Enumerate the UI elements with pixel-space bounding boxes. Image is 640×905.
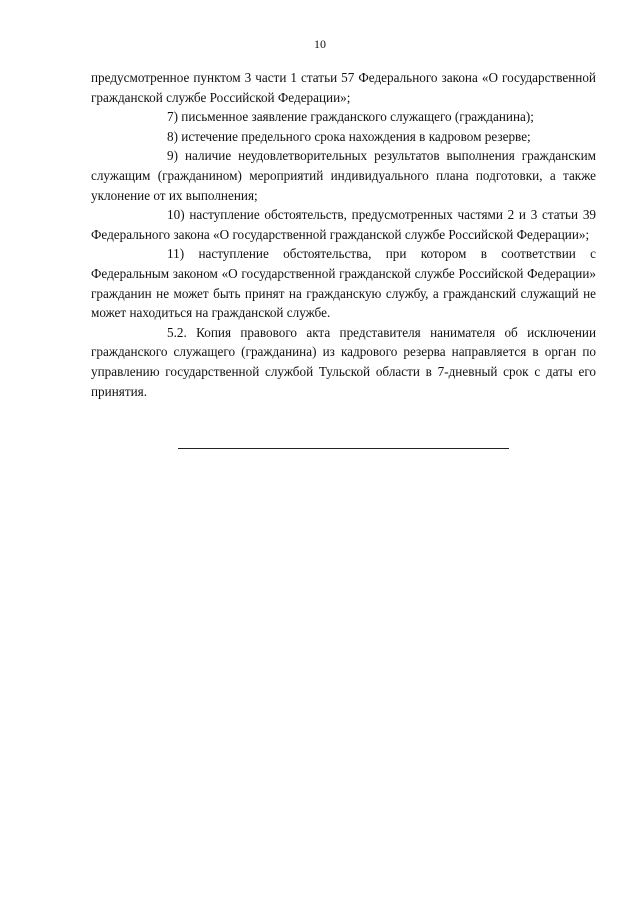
list-item-text: наступление обстоятельств, предусмотренных частями 2 и 3 статьи 39 Федерального закона «О государственной гражданской службе Российской Федерации»; <box>91 207 597 242</box>
list-item <box>91 205 596 244</box>
list-item-text: наступление обстоятельства, при котором в соответствии с Федеральным законом «О государственной гражданской службе Российской Федерации» гражданин не может быть принят на гражданскую службу, а гражданский служащий не может находиться на гражданской службе. <box>91 246 597 321</box>
list-item <box>91 146 596 205</box>
intro-paragraph: предусмотренное пунктом 3 части 1 статьи 57 Федерального закона «О государственной гражданской службе Российской Федерации»; <box>91 70 596 105</box>
list-item-text: истечение предельного срока нахождения в кадровом резерве; <box>181 128 531 144</box>
list-item-text: наличие неудовлетворительных результатов выполнения гражданским служащим (гражданином) мероприятий индивидуального плана подготовки, а также уклонение от их выполнения; <box>91 148 596 203</box>
list-item-number: 10) <box>167 207 185 223</box>
list-item-text: письменное заявление гражданского служащего (гражданина); <box>181 109 534 125</box>
section-number: 5.2. <box>167 324 187 340</box>
list-item-number: 9) <box>167 148 178 164</box>
list-item <box>91 244 596 322</box>
closing-rule <box>178 448 509 449</box>
list-item-number: 11) <box>167 246 185 262</box>
list-item <box>91 127 596 147</box>
list-item-number: 7) <box>167 109 178 125</box>
document-body <box>91 68 596 401</box>
page-number: 10 <box>314 37 326 51</box>
section-paragraph <box>91 323 596 401</box>
list-item-number: 8) <box>167 128 178 144</box>
section-text: Копия правового акта представителя нанимателя об исключении гражданского служащего (гражданина) из кадрового резерва направляется в орган по управлению государственной службой Тульской области в 7-дневный срок с даты его принятия. <box>91 324 597 399</box>
list-item <box>91 107 596 127</box>
